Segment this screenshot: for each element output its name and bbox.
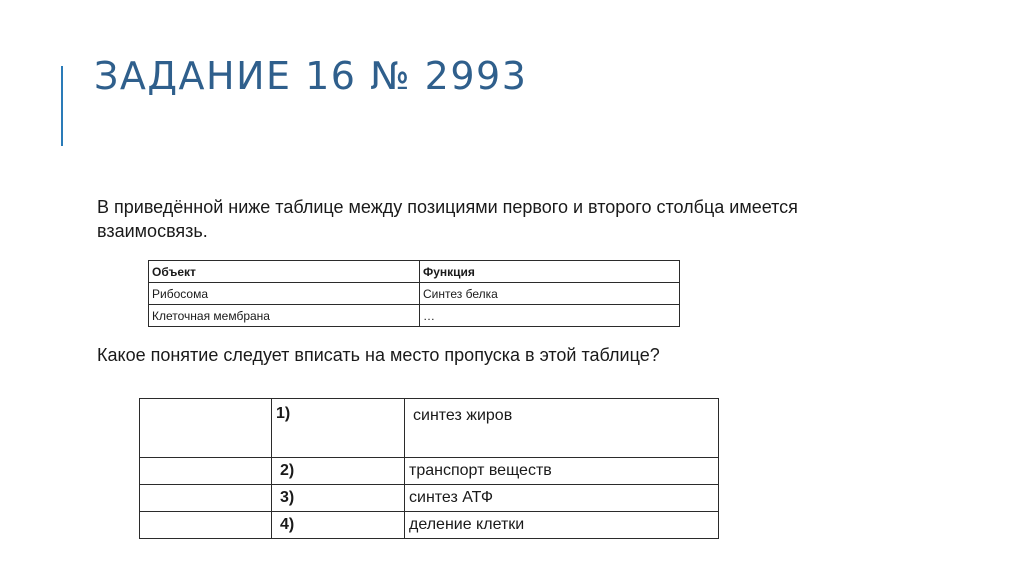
answer-row-2[interactable] xyxy=(140,458,719,485)
answer-number: 4) xyxy=(272,512,405,539)
answer-text: транспорт веществ xyxy=(405,458,719,485)
answer-text: синтез АТФ xyxy=(405,485,719,512)
answer-number: 2) xyxy=(272,458,405,485)
answer-number: 1) xyxy=(272,399,405,458)
answer-text: синтез жиров xyxy=(405,399,719,458)
answer-text: деление клетки xyxy=(405,512,719,539)
answer-row-4[interactable] xyxy=(140,512,719,539)
answer-options-table xyxy=(139,398,719,539)
table-row xyxy=(149,283,680,305)
answer-empty-cell xyxy=(140,485,272,512)
question-text: В приведённой ниже таблице между позициями первого и второго столбца имеется взаимосвязь. xyxy=(97,197,798,241)
title-accent-bar xyxy=(61,66,63,146)
header-cell-object: Объект xyxy=(149,261,420,283)
header-cell-function: Функция xyxy=(420,261,680,283)
slide-title: ЗАДАНИЕ 16 № 2993 xyxy=(94,54,528,98)
answer-row-3[interactable] xyxy=(140,485,719,512)
answer-empty-cell xyxy=(140,512,272,539)
table-row xyxy=(149,305,680,327)
answer-empty-cell xyxy=(140,458,272,485)
object-function-table xyxy=(148,260,680,327)
answer-row-1[interactable] xyxy=(140,399,719,458)
table-cell: Клеточная мембрана xyxy=(149,305,420,327)
table-cell: Рибосома xyxy=(149,283,420,305)
table-cell-blank: … xyxy=(420,305,680,327)
answer-number: 3) xyxy=(272,485,405,512)
question-prompt: Какое понятие следует вписать на место пропуска в этой таблице? xyxy=(97,345,660,365)
table-header-row xyxy=(149,261,680,283)
table-cell: Синтез белка xyxy=(420,283,680,305)
answer-empty-cell xyxy=(140,399,272,458)
